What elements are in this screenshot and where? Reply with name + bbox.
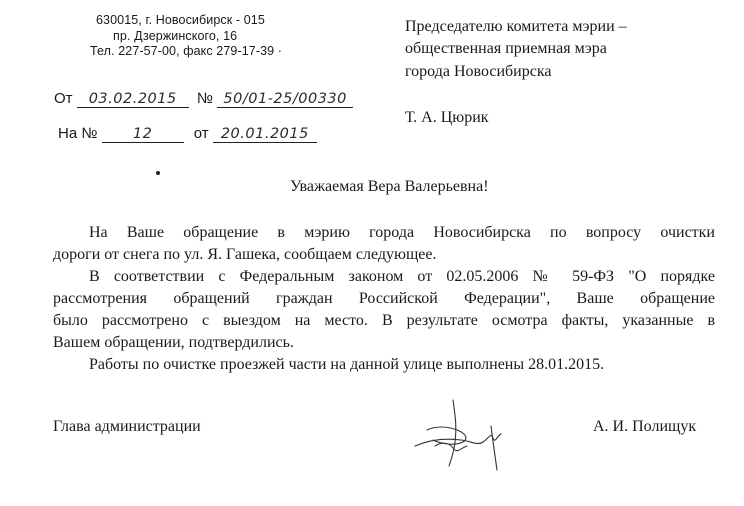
paragraph-request [53,222,715,266]
paragraph-line: Работы по очистке проезжей части на данной улице выполнены 28.01.2015. [89,356,605,373]
reply-date: 20.01.2015 [213,126,317,143]
sender-phone-line: Тел. 227-57-00, факс 279-17-39 · [90,44,283,58]
outgoing-reference [54,90,353,108]
paragraph-line: рассмотрения обращений граждан Российской Федерации", Ваше обращение [53,290,715,307]
reply-number-label: На № [58,125,98,142]
paragraph-result [53,354,715,376]
sender-street-line: пр. Дзержинского, 16 [113,29,238,43]
signatory-title: Глава администрации [53,418,201,435]
outgoing-number: 50/01-25/00330 [217,91,353,108]
paragraph-law [53,266,715,354]
addressee-name: Т. А. Цюрик [405,109,489,126]
addressee-line-2: общественная приемная мэра [405,40,607,57]
sender-address-line: 630015, г. Новосибирск - 015 [96,13,265,27]
reply-date-label: от [193,125,209,142]
salutation: Уважаемая Вера Валерьевна! [290,178,489,195]
number-label: № [196,90,213,107]
paragraph-line: было рассмотрено с выездом на место. В результате осмотра факты, указанные в [53,312,715,329]
paragraph-line: В соответствии с Федеральным законом от 02.05.2006 № 59-ФЗ "О порядке [89,268,715,285]
reply-number: 12 [102,126,184,143]
paragraph-line: дороги от снега по ул. Я. Гашека, сообщаем следующее. [53,246,437,263]
margin-dot [156,171,160,175]
from-date: 03.02.2015 [77,91,189,108]
handwritten-signature [405,396,515,476]
paragraph-line: На Ваше обращение в мэрию города Новосибирска по вопросу очистки [89,224,715,241]
addressee-line-3: города Новосибирска [405,63,552,80]
incoming-reference [58,125,317,143]
addressee-line-1: Председателю комитета мэрии – [405,18,627,35]
from-label: От [54,90,73,107]
signatory-name: А. И. Полищук [593,418,697,435]
paragraph-line: Вашем обращении, подтвердились. [53,334,294,351]
